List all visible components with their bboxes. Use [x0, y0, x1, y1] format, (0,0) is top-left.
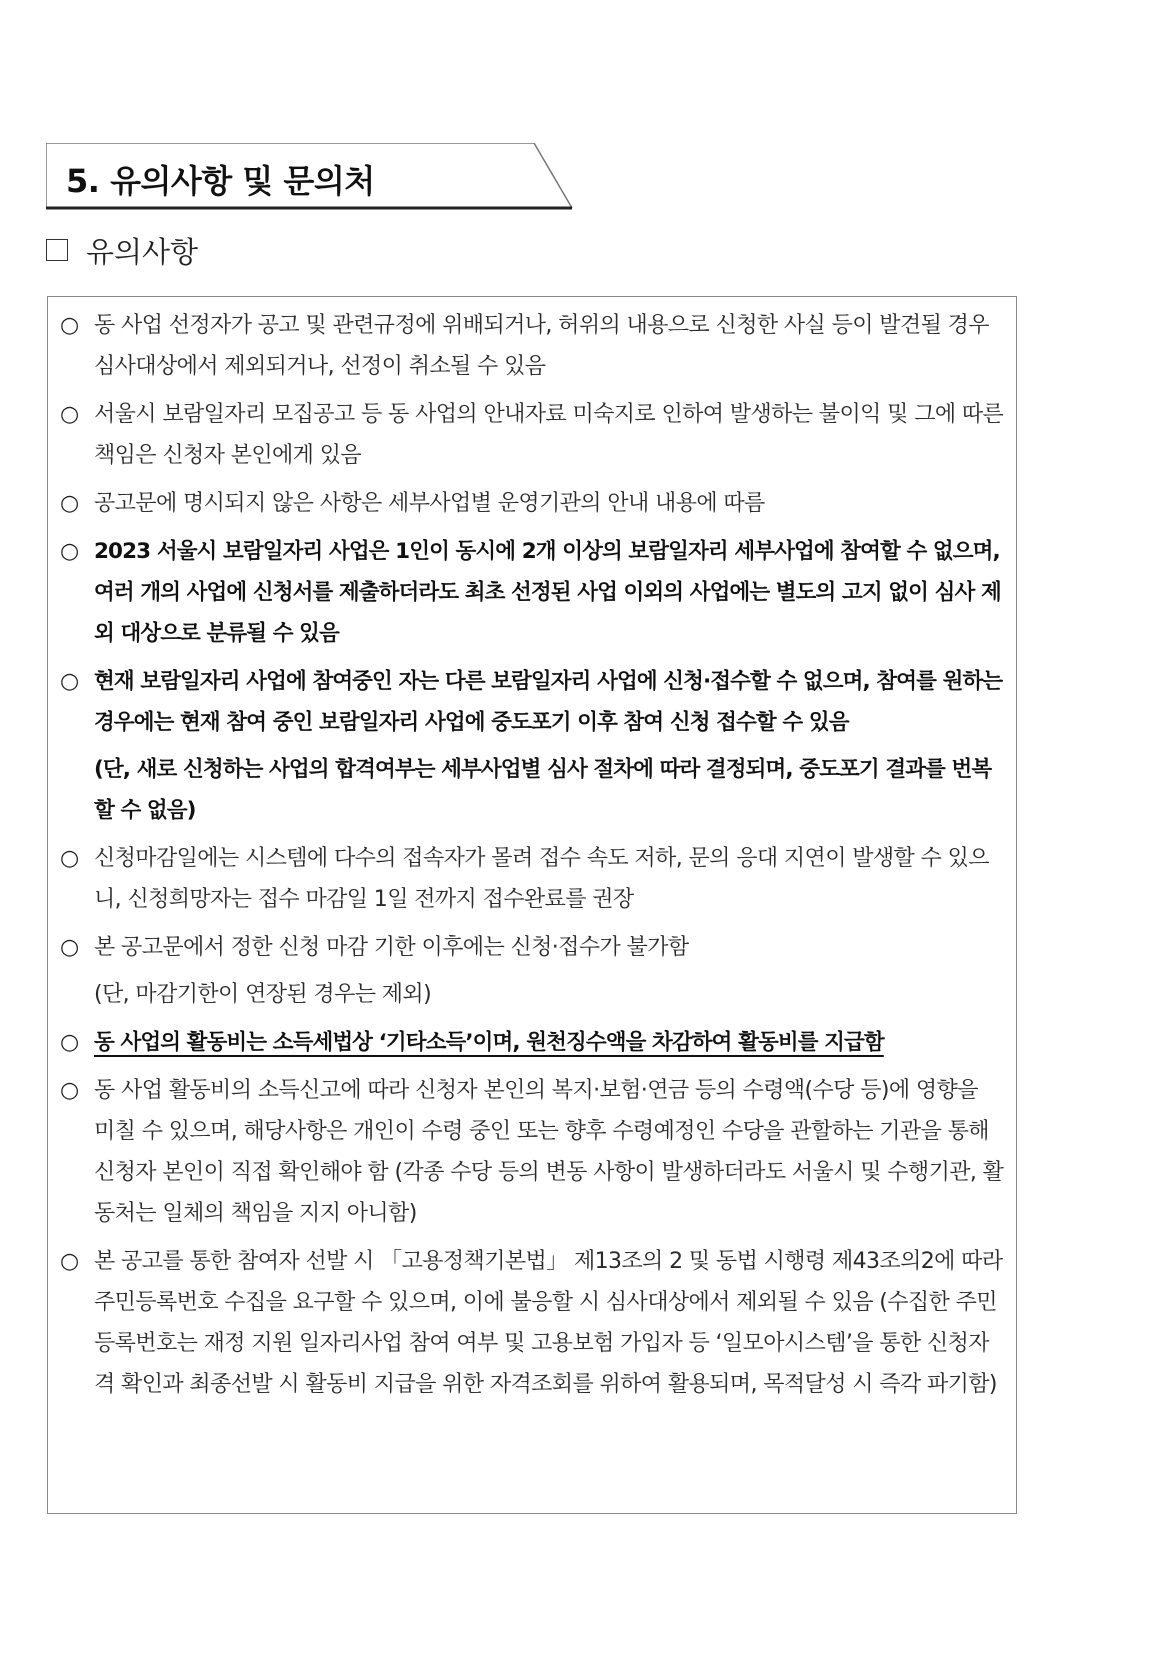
circle-bullet-icon: ○: [60, 539, 80, 564]
circle-bullet-icon: ○: [60, 846, 80, 871]
notice-item: [60, 927, 1004, 1015]
notice-item: [60, 1022, 1004, 1063]
circle-bullet-icon: ○: [60, 669, 80, 694]
notice-item: [60, 838, 1004, 920]
notice-text: 신청마감일에는 시스템에 다수의 접속자가 몰려 접수 속도 저하, 문의 응대 지연이 발생할 수 있으니, 신청희망자는 접수 마감일 1일 전까지 접수완료를 권장: [94, 846, 989, 912]
notice-item: [60, 1241, 1004, 1405]
notice-text: 동 사업 선정자가 공고 및 관련규정에 위배되거나, 허위의 내용으로 신청한 사실 등이 발견될 경우 심사대상에서 제외되거나, 선정이 취소될 수 있음: [94, 313, 989, 379]
notice-item: [60, 1070, 1004, 1234]
circle-bullet-icon: ○: [60, 1078, 80, 1103]
section-title: 5. 유의사항 및 문의처: [66, 162, 375, 200]
notice-text: 서울시 보람일자리 모집공고 등 동 사업의 안내자료 미숙지로 인하여 발생하는 불이익 및 그에 따른 책임은 신청자 본인에게 있음: [94, 402, 1004, 468]
notice-item: [60, 305, 1004, 387]
notice-text: 동 사업의 활동비는 소득세법상 ‘기타소득’이며, 원천징수액을 차감하여 활동비를 지급함: [94, 1030, 884, 1055]
notice-text: 2023 서울시 보람일자리 사업은 1인이 동시에 2개 이상의 보람일자리 세부사업에 참여할 수 없으며, 여러 개의 사업에 신청서를 제출하더라도 최초 선정된 사업 이외의 사업에는 별도의 고지 없이 심사 제외 대상으로 분류될 수 있음: [94, 539, 1001, 646]
notice-item: [60, 394, 1004, 476]
circle-bullet-icon: ○: [60, 313, 80, 338]
section-header: [46, 143, 574, 211]
circle-bullet-icon: ○: [60, 402, 80, 427]
circle-bullet-icon: ○: [60, 1249, 80, 1274]
subsection-title: 유의사항: [86, 234, 199, 269]
notice-box: [47, 296, 1017, 1514]
notice-item: [60, 483, 1004, 524]
notice-text: 공고문에 명시되지 않은 사항은 세부사업별 운영기관의 안내 내용에 따름: [94, 491, 765, 516]
notice-text: 현재 보람일자리 사업에 참여중인 자는 다른 보람일자리 사업에 신청·접수할 수 없으며, 참여를 원하는 경우에는 현재 참여 중인 보람일자리 사업에 중도포기 이후 참여 신청 접수할 수 있음: [94, 669, 1003, 735]
subsection-heading: [46, 228, 198, 272]
checkbox-icon: [46, 239, 68, 261]
notice-text: 본 공고를 통한 참여자 선발 시 「고용정책기본법」 제13조의 2 및 동법 시행령 제43조의2에 따라 주민등록번호 수집을 요구할 수 있으며, 이에 불응할 시 심사대상에서 제외될 수 있음 (수집한 주민등록번호는 재정 지원 일자리사업 참여 여부 및 고용보험 가입자 등 ‘일모아시스템’을 통한 신청자격 확인과 최종선발 시 활동비 지급을 위한 자격조회를 위하여 활용되며, 목적달성 시 즉각 파기함): [94, 1249, 1003, 1397]
circle-bullet-icon: ○: [60, 935, 80, 960]
notice-text: 동 사업 활동비의 소득신고에 따라 신청자 본인의 복지·보험·연금 등의 수령액(수당 등)에 영향을 미칠 수 있으며, 해당사항은 개인이 수령 중인 또는 향후 수령예정인 수당을 관할하는 기관을 통해 신청자 본인이 직접 확인해야 함 (각종 수당 등의 변동 사항이 발생하더라도 서울시 및 수행기관, 활동처는 일체의 책임을 지지 아니함): [94, 1078, 1004, 1226]
notice-text: 본 공고문에서 정한 신청 마감 기한 이후에는 신청·접수가 불가함: [94, 935, 689, 960]
notice-item: [60, 661, 1004, 831]
circle-bullet-icon: ○: [60, 1030, 80, 1055]
circle-bullet-icon: ○: [60, 491, 80, 516]
notice-note: (단, 마감기한이 연장된 경우는 제외): [94, 982, 432, 1007]
notice-item: [60, 531, 1004, 654]
notice-note: (단, 새로 신청하는 사업의 합격여부는 세부사업별 심사 절차에 따라 결정되며, 중도포기 결과를 번복할 수 없음): [94, 757, 992, 823]
